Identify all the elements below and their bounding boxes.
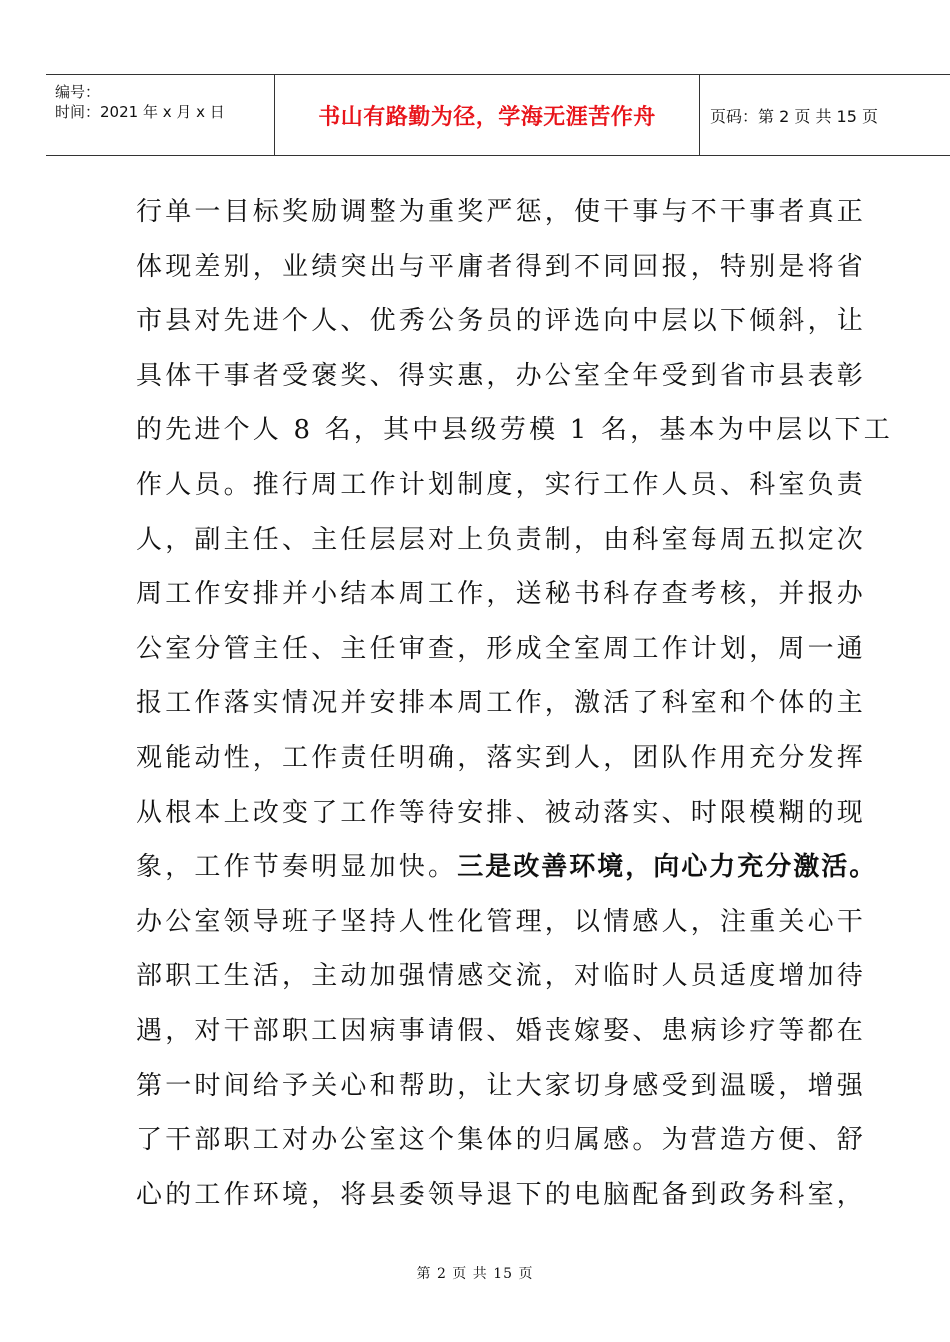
text-line: 周工作安排并小结本周工作，送秘书科存查考核，并报办: [136, 579, 867, 610]
document-body: [136, 185, 893, 1222]
serial-number-label: 编号：: [55, 83, 101, 101]
text-line: 公室分管主任、主任审查，形成全室周工作计划，周一通: [136, 633, 867, 664]
text-line: 从根本上改变了工作等待安排、被动落实、时限模糊的现: [136, 797, 867, 828]
header-meta: [46, 75, 275, 155]
text-line: 作人员。推行周工作计划制度，实行工作人员、科室负责: [136, 469, 867, 500]
page-header: [46, 74, 950, 156]
text-line: 部职工生活，主动加强情感交流，对临时人员适度增加待: [136, 961, 867, 992]
page-footer: 第 2 页 共 15 页: [416, 1266, 534, 1282]
time-label: 时间：2021 年 x 月 x 日: [55, 103, 225, 121]
text-line: 具体干事者受褒奖、得实惠，办公室全年受到省市县表彰: [136, 360, 867, 391]
text-line-mixed: [136, 840, 878, 895]
text-line: 报工作落实情况并安排本周工作，激活了科室和个体的主: [136, 688, 867, 719]
text-normal: 象，工作节奏明显加快。: [136, 852, 458, 883]
text-line: 观能动性，工作责任明确，落实到人，团队作用充分发挥: [136, 742, 867, 773]
bold-heading-text: 三是改善环境，向心力充分激活。: [457, 852, 878, 883]
text-line: 第一时间给予关心和帮助，让大家切身感受到温暖，增强: [136, 1070, 867, 1101]
text-line: 遇，对干部职工因病事请假、婚丧嫁娶、患病诊疗等都在: [136, 1015, 867, 1046]
text-line: 体现差别，业绩突出与平庸者得到不同回报，特别是将省: [136, 251, 867, 282]
header-motto: 书山有路勤为径，学海无涯苦作舟: [275, 75, 700, 155]
text-line: 的先进个人 8 名，其中县级劳模 1 名，基本为中层以下工: [136, 415, 893, 446]
header-page-info: 页码：第 2 页 共 15 页: [710, 106, 878, 126]
text-line: 了干部职工对办公室这个集体的归属感。为营造方便、舒: [136, 1125, 867, 1156]
text-line: 办公室领导班子坚持人性化管理，以情感人，注重关心干: [136, 906, 867, 937]
text-line: 心的工作环境，将县委领导退下的电脑配备到政务科室，: [136, 1179, 867, 1210]
text-line: 市县对先进个人、优秀公务员的评选向中层以下倾斜，让: [136, 306, 867, 337]
text-line: 人，副主任、主任层层对上负责制，由科室每周五拟定次: [136, 524, 867, 555]
text-line: 行单一目标奖励调整为重奖严惩，使干事与不干事者真正: [136, 197, 867, 227]
